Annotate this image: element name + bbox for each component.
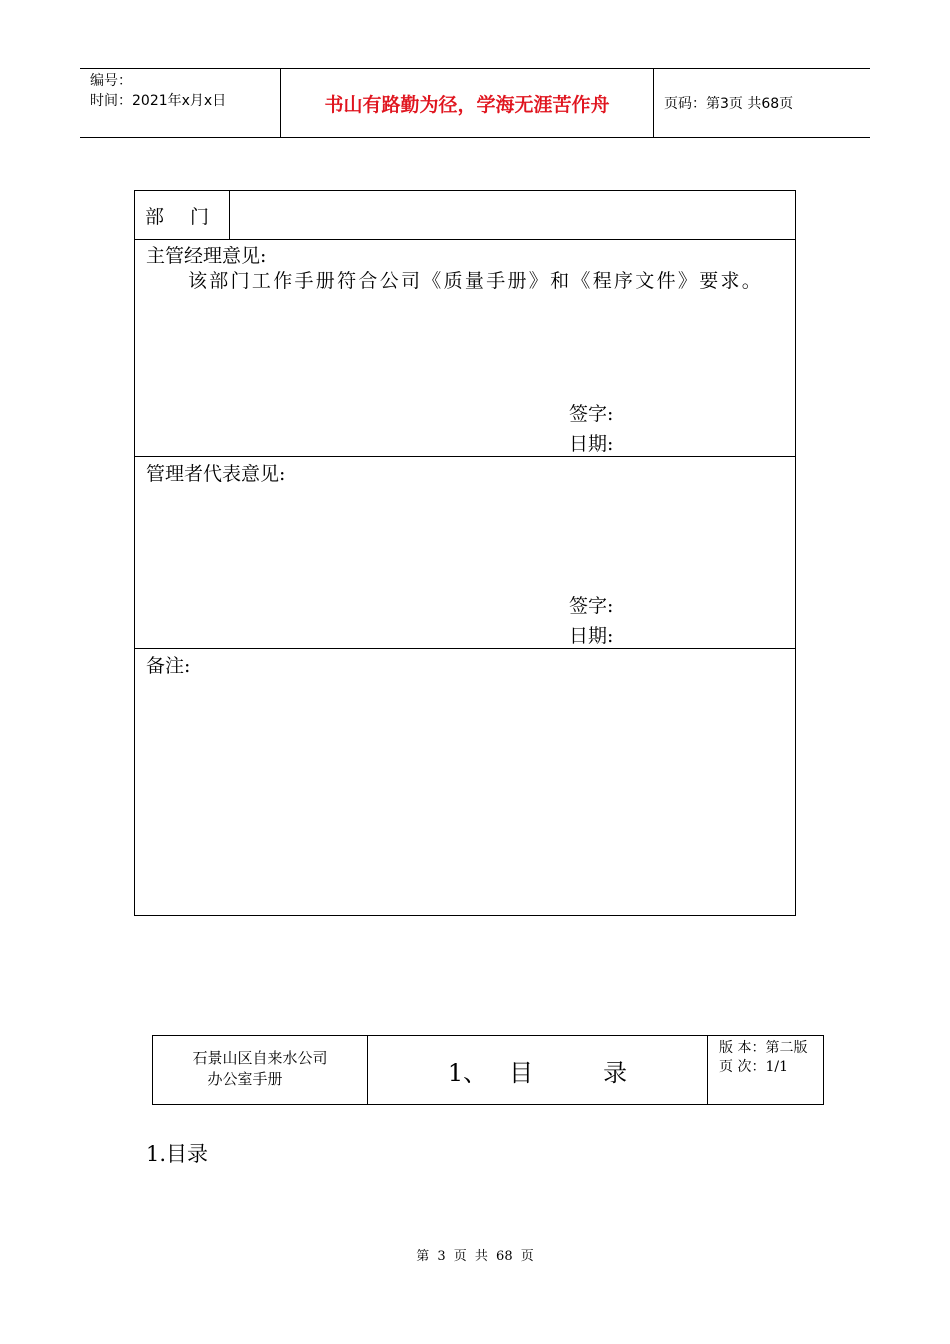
section-title — [368, 1036, 708, 1104]
document-number-label: 编号： — [90, 73, 132, 89]
page-footer: 第 3 页 共 68 页 — [416, 1249, 534, 1264]
approval-form — [134, 190, 796, 916]
header-page-info: 页码：第3页 共68页 — [664, 96, 794, 112]
representative-date-label: 日期: — [569, 625, 614, 647]
representative-opinion-title: 管理者代表意见: — [146, 463, 286, 485]
manual-name: 办公室手册 — [207, 1070, 283, 1088]
contents-heading: 1.目录 — [146, 1142, 209, 1166]
version-info — [708, 1036, 823, 1104]
manager-date-label: 日期: — [569, 433, 614, 455]
department-value — [230, 191, 795, 239]
manager-signature-label: 签字: — [569, 403, 614, 425]
remarks-section — [135, 649, 795, 915]
company-name: 石景山区自来水公司 — [192, 1049, 328, 1067]
document-time-label: 时间：2021年x月x日 — [90, 93, 227, 109]
manager-opinion-title: 主管经理意见: — [146, 245, 267, 267]
manual-identity — [153, 1036, 368, 1104]
page-count-label: 页 次：1/1 — [719, 1059, 788, 1075]
header-meta — [80, 69, 281, 137]
representative-signature-label: 签字: — [569, 595, 614, 617]
department-label: 部 门 — [135, 191, 230, 239]
section-title-char-2: 录 — [603, 1058, 628, 1087]
department-row — [135, 191, 795, 240]
representative-opinion-section — [135, 457, 795, 649]
version-label: 版 本：第二版 — [719, 1040, 808, 1056]
section-title-char-1: 目 — [509, 1058, 534, 1087]
header-motto: 书山有路勤为径，学海无涯苦作舟 — [281, 69, 654, 137]
section-number: 1、 — [447, 1058, 488, 1087]
page-header — [80, 68, 870, 138]
manual-section-header — [152, 1035, 824, 1105]
manager-opinion-section — [135, 239, 795, 457]
manager-opinion-text: 该部门工作手册符合公司《质量手册》和《程序文件》要求。 — [188, 270, 764, 292]
remarks-title: 备注: — [146, 655, 191, 677]
